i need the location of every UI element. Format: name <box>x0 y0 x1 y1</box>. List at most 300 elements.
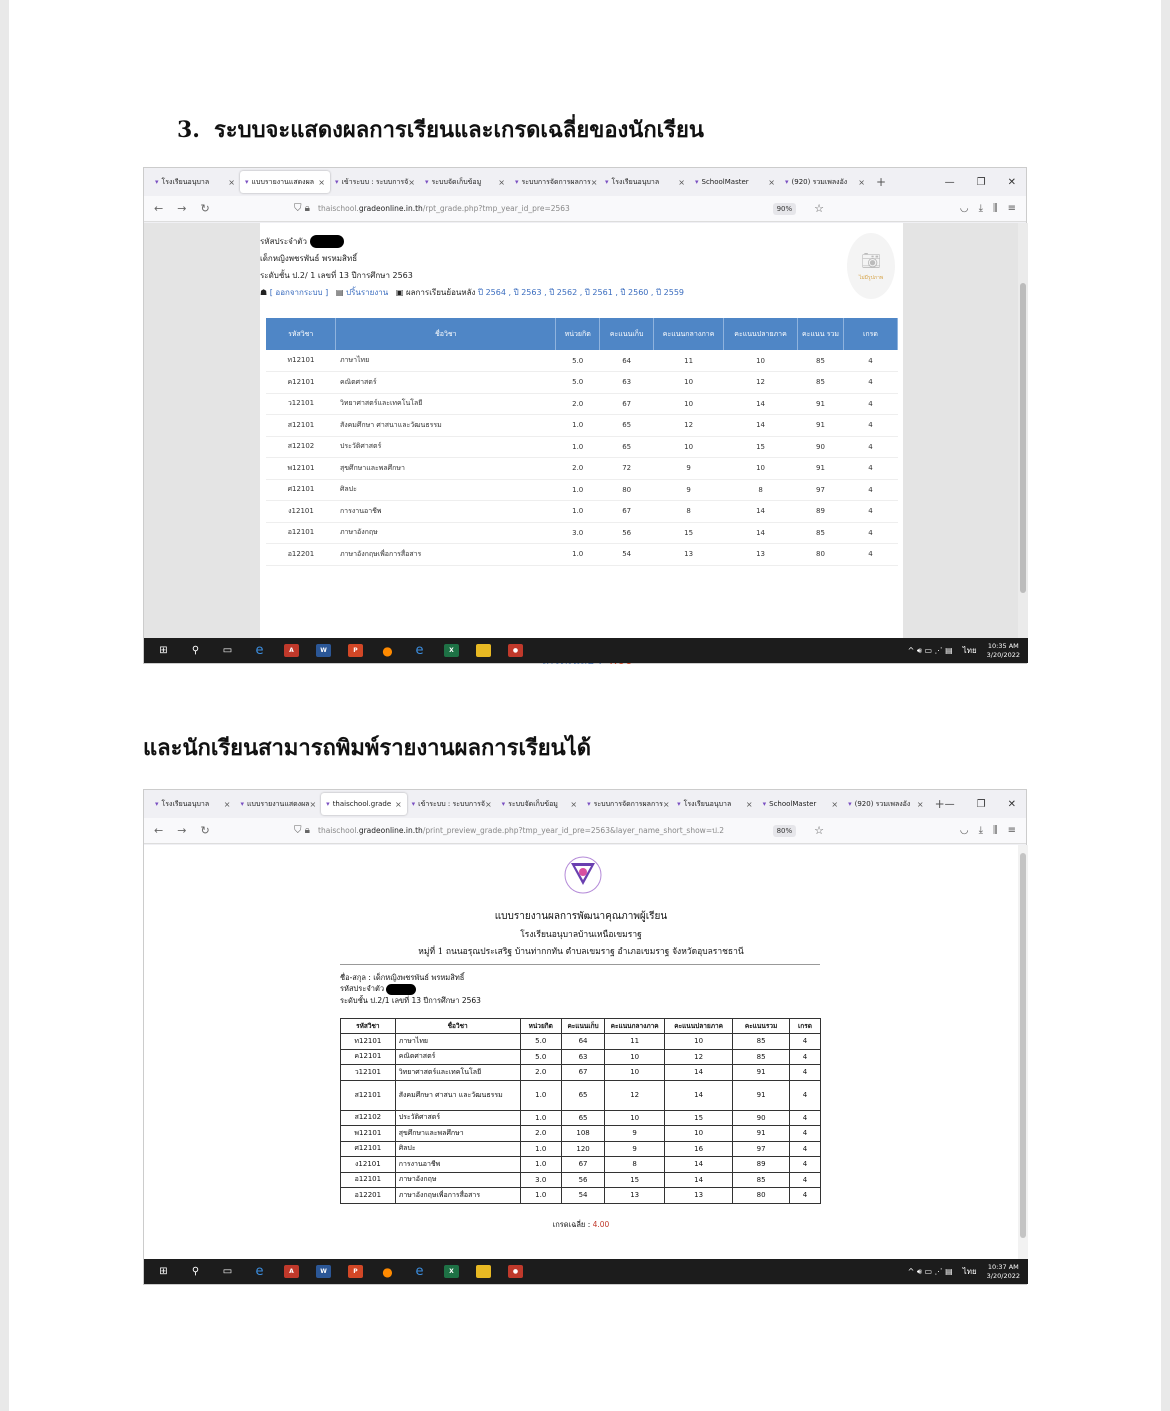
browser-tab-bar <box>144 790 1026 818</box>
redaction <box>386 984 416 995</box>
word-icon[interactable]: W <box>316 1265 331 1278</box>
table-cell: 67 <box>561 1065 604 1081</box>
language-indicator[interactable]: ไทย <box>962 1267 977 1276</box>
restore-icon[interactable]: ❐ <box>976 176 986 188</box>
print-heading: และนักเรียนสามารถพิมพ์รายงานผลการเรียนได้ <box>143 735 592 761</box>
file-explorer-icon[interactable] <box>476 1265 491 1278</box>
tab-favicon-icon: ▾ <box>411 800 416 808</box>
table-cell: 63 <box>600 372 654 394</box>
table-cell: 4 <box>789 1126 820 1142</box>
close-tab-icon[interactable]: × <box>916 799 924 809</box>
tab-favicon-icon: ▾ <box>677 800 681 808</box>
table-cell: 10 <box>605 1049 665 1065</box>
school-name: โรงเรียนอนุบาลบ้านเหนือเขมราฐ <box>520 930 642 940</box>
back-icon[interactable]: ← <box>154 202 164 215</box>
student-info <box>340 972 481 1006</box>
edge-icon[interactable]: e <box>255 643 264 658</box>
close-tab-icon[interactable]: × <box>768 177 775 187</box>
tab-label: โรงเรียนอนุบาล <box>683 799 732 808</box>
table-cell: ภาษาอังกฤษเพื่อการสื่อสาร <box>395 1188 520 1204</box>
restore-icon[interactable]: ❐ <box>976 798 986 810</box>
table-row <box>266 436 898 458</box>
student-name: ชื่อ-สกุล : เด็กหญิงพชรพันธ์ พรหมสิทธิ์ <box>340 973 465 982</box>
camera-icon: 📷︎ <box>860 250 882 270</box>
tab-label: ระบบจัดเก็บข้อมู <box>508 799 558 808</box>
table-cell: 5.0 <box>556 372 600 394</box>
tab-label: แบบรายงานแสดงผล <box>247 799 310 808</box>
close-tab-icon[interactable]: × <box>394 799 402 809</box>
browser-tab[interactable] <box>150 793 235 815</box>
bookmark-star-icon[interactable]: ☆ <box>814 824 824 837</box>
table-cell: สุขศึกษาและพลศึกษา <box>336 458 556 480</box>
table-cell: 80 <box>600 479 654 501</box>
reload-icon[interactable]: ↻ <box>200 824 210 837</box>
new-tab-icon[interactable]: + <box>934 797 945 811</box>
browser-tab-bar <box>144 168 1026 196</box>
column-header: คะแนนรวม <box>733 1019 790 1034</box>
history-years-links[interactable]: ปี 2564 , ปี 2563 , ปี 2562 , ปี 2561 , ปี 2560 , ปี 2559 <box>477 288 684 297</box>
close-tab-icon[interactable]: × <box>678 177 685 187</box>
url-domain: gradeonline.in.th <box>358 826 423 835</box>
table-cell: 3.0 <box>556 522 600 544</box>
column-header: รหัสวิชา <box>341 1019 396 1034</box>
table-cell: 4 <box>843 415 897 437</box>
minimize-icon[interactable]: — <box>944 176 955 188</box>
tab-label: ระบบจัดเก็บข้อมู <box>431 177 482 186</box>
table-cell: 16 <box>665 1141 733 1157</box>
close-tab-icon[interactable]: × <box>309 799 317 809</box>
table-cell: 4 <box>843 479 897 501</box>
table-cell: 90 <box>733 1110 790 1126</box>
new-tab-icon[interactable]: + <box>876 175 887 189</box>
table-cell: ศิลปะ <box>336 479 556 501</box>
close-tab-icon[interactable]: × <box>223 799 231 809</box>
menu-icon[interactable]: ≡ <box>1007 825 1016 836</box>
school-address: หมู่ที่ 1 ถนนอรุณประเสริฐ บ้านท่ากกทัน ตำบลเขมราฐ อำเภอเขมราฐ จังหวัดอุบลราชธานี <box>418 947 744 957</box>
tab-favicon-icon: ▾ <box>501 800 506 808</box>
url-path: /print_preview_grade.php?tmp_year_id_pre=2563&layer_name_short_show=ป.2 <box>422 825 725 835</box>
download-icon[interactable]: ⤓ <box>978 825 983 836</box>
tab-favicon-icon: ▾ <box>605 178 609 186</box>
table-cell: 14 <box>665 1157 733 1173</box>
table-cell: ท12101 <box>266 350 336 372</box>
table-row <box>341 1065 821 1081</box>
windows-start-icon[interactable]: ⊞ <box>159 1266 168 1277</box>
table-cell: พ12101 <box>341 1126 396 1142</box>
scrollbar[interactable] <box>1018 845 1028 1261</box>
table-cell: 97 <box>798 479 844 501</box>
table-cell: 65 <box>600 415 654 437</box>
browser-tab[interactable] <box>497 793 582 815</box>
tab-label: โรงเรียนอนุบาล <box>161 177 210 186</box>
windows-taskbar <box>144 1259 1028 1284</box>
tab-label: thaischool.grade <box>332 800 392 808</box>
library-icon[interactable]: ⫼ <box>993 203 998 214</box>
table-cell: 67 <box>600 501 654 523</box>
table-cell: 4 <box>789 1157 820 1173</box>
table-row <box>341 1188 821 1204</box>
section-title: ระบบจะแสดงผลการเรียนและเกรดเฉลี่ยของนักเรียน <box>213 117 704 143</box>
ie-icon[interactable]: e <box>415 1264 424 1279</box>
access-icon[interactable]: A <box>284 644 299 657</box>
student-photo-placeholder <box>847 233 895 299</box>
firefox-icon[interactable]: ● <box>382 643 393 658</box>
logout-icon: ☗ <box>260 288 268 297</box>
excel-icon[interactable]: X <box>444 1265 459 1278</box>
browser-tab[interactable] <box>240 171 330 193</box>
back-icon[interactable]: ← <box>154 824 164 837</box>
shield-lock-icon: ⛉ 🔒︎ <box>294 825 310 836</box>
table-cell: 80 <box>733 1188 790 1204</box>
close-tab-icon[interactable]: × <box>570 799 578 809</box>
section-number: 3. <box>177 117 200 143</box>
browser-tab[interactable] <box>600 171 690 193</box>
section-heading-3 <box>177 112 704 147</box>
table-cell: ส12102 <box>341 1110 396 1126</box>
powerpoint-icon[interactable]: P <box>348 1265 363 1278</box>
tab-favicon-icon: ▾ <box>587 800 591 808</box>
table-cell: 15 <box>605 1172 665 1188</box>
column-header: คะแนนกลางภาค <box>605 1019 665 1034</box>
tab-label: เข้าระบบ : ระบบการจั <box>341 177 409 186</box>
table-cell: 67 <box>600 393 654 415</box>
tab-favicon-icon: ▾ <box>155 178 159 186</box>
column-header: หน่วยกิต <box>556 318 600 350</box>
column-header: ชื่อวิชา <box>395 1019 520 1034</box>
table-cell: 91 <box>733 1080 790 1110</box>
word-icon[interactable]: W <box>316 644 331 657</box>
table-cell: ประวัติศาสตร์ <box>336 436 556 458</box>
table-row <box>341 1034 821 1050</box>
avg-label: เกรดเฉลี่ย : <box>552 1220 593 1229</box>
table-cell: ภาษาไทย <box>336 350 556 372</box>
table-cell: 4 <box>843 522 897 544</box>
table-cell: 67 <box>561 1157 604 1173</box>
page-content <box>144 223 1028 640</box>
search-icon[interactable]: ⚲ <box>191 1266 200 1277</box>
table-cell: ท12101 <box>341 1034 396 1050</box>
library-icon[interactable]: ⫼ <box>993 825 998 836</box>
table-row <box>341 1049 821 1065</box>
table-row <box>341 1157 821 1173</box>
table-cell: 10 <box>605 1110 665 1126</box>
table-cell: 4 <box>843 393 897 415</box>
table-cell: คณิตศาสตร์ <box>395 1049 520 1065</box>
close-tab-icon[interactable]: × <box>745 799 753 809</box>
logout-link[interactable]: [ ออกจากระบบ ] <box>269 288 329 297</box>
table-cell: สังคมศึกษา ศาสนา และวัฒนธรรม <box>395 1080 520 1110</box>
table-row <box>266 479 898 501</box>
window-controls <box>945 799 1026 810</box>
student-name: เด็กหญิงพชรพันธ์ พรหมสิทธิ์ <box>260 254 358 263</box>
reload-icon[interactable]: ↻ <box>200 202 210 215</box>
tab-label: ระบบการจัดการผลการ <box>521 177 591 186</box>
table-cell: ศิลปะ <box>395 1141 520 1157</box>
table-cell: 11 <box>654 350 724 372</box>
table-cell: 108 <box>561 1126 604 1142</box>
print-grade-table <box>340 1018 821 1204</box>
table-cell: 5.0 <box>520 1049 561 1065</box>
tab-label: แบบรายงานแสดงผล <box>251 177 314 186</box>
table-cell: 56 <box>600 522 654 544</box>
table-cell: 65 <box>600 436 654 458</box>
table-cell: 89 <box>733 1157 790 1173</box>
browser-tab[interactable] <box>420 171 510 193</box>
url-bar[interactable] <box>294 202 824 215</box>
table-cell: 4 <box>789 1049 820 1065</box>
browser-tab[interactable] <box>690 171 780 193</box>
table-cell: อ12201 <box>266 544 336 566</box>
table-row <box>266 372 898 394</box>
history-label: ผลการเรียนย้อนหลัง <box>405 288 476 297</box>
browser-tab[interactable] <box>843 793 928 815</box>
grade-table <box>266 318 898 566</box>
table-cell: 85 <box>733 1049 790 1065</box>
recorder-icon[interactable]: ● <box>508 1265 523 1278</box>
table-cell: ว12101 <box>341 1065 396 1081</box>
table-cell: 85 <box>733 1172 790 1188</box>
table-cell: ส12102 <box>266 436 336 458</box>
firefox-icon[interactable]: ● <box>382 1264 393 1279</box>
column-header: คะแนนกลางภาค <box>654 318 724 350</box>
url-prefix: thaischool. <box>318 204 359 213</box>
close-tab-icon[interactable]: × <box>408 177 415 187</box>
table-cell: 72 <box>600 458 654 480</box>
powerpoint-icon[interactable]: P <box>348 644 363 657</box>
table-cell: 15 <box>654 522 724 544</box>
table-cell: 10 <box>665 1126 733 1142</box>
divider <box>340 964 820 965</box>
table-cell: 4 <box>843 372 897 394</box>
close-tab-icon[interactable]: × <box>831 799 839 809</box>
school-logo-icon <box>563 855 603 895</box>
table-cell: 10 <box>724 350 798 372</box>
forward-icon[interactable]: → <box>177 202 187 215</box>
table-cell: ง12101 <box>266 501 336 523</box>
table-cell: 15 <box>665 1110 733 1126</box>
browser-tab[interactable] <box>330 171 420 193</box>
edge-icon[interactable]: e <box>255 1264 264 1279</box>
menu-icon[interactable]: ≡ <box>1007 203 1016 214</box>
close-window-icon[interactable]: ✕ <box>1007 798 1016 810</box>
table-cell: ส12101 <box>266 415 336 437</box>
table-cell: 13 <box>605 1188 665 1204</box>
ie-icon[interactable]: e <box>415 643 424 658</box>
table-cell: ค12101 <box>266 372 336 394</box>
table-cell: 14 <box>665 1065 733 1081</box>
table-cell: 10 <box>605 1065 665 1081</box>
table-cell: 10 <box>654 372 724 394</box>
student-level: ระดับชั้น ป.2/ 1 เลขที่ 13 ปีการศึกษา 2563 <box>260 271 413 280</box>
table-cell: 97 <box>733 1141 790 1157</box>
table-cell: 4 <box>843 436 897 458</box>
table-cell: 8 <box>724 479 798 501</box>
table-cell: 1.0 <box>520 1110 561 1126</box>
table-cell: 14 <box>665 1080 733 1110</box>
browser-tab[interactable] <box>235 793 321 815</box>
table-cell: 12 <box>665 1049 733 1065</box>
tab-label: (920) รวมเพลงอัง <box>854 799 911 808</box>
table-cell: 64 <box>561 1034 604 1050</box>
close-tab-icon[interactable]: × <box>662 799 670 809</box>
windows-start-icon[interactable]: ⊞ <box>159 645 168 656</box>
table-cell: 8 <box>654 501 724 523</box>
table-cell: 14 <box>665 1172 733 1188</box>
table-cell: ประวัติศาสตร์ <box>395 1110 520 1126</box>
close-tab-icon[interactable]: × <box>498 177 505 187</box>
table-cell: 85 <box>798 522 844 544</box>
table-cell: 1.0 <box>520 1080 561 1110</box>
tray-icons[interactable]: ^ 🔊︎ ▭ ⋰ ▤ <box>907 1266 953 1276</box>
zoom-badge[interactable]: 80% <box>773 825 797 837</box>
table-cell: 89 <box>798 501 844 523</box>
table-row <box>341 1110 821 1126</box>
close-tab-icon[interactable]: × <box>228 177 235 187</box>
table-cell: 1.0 <box>556 501 600 523</box>
recorder-icon[interactable]: ● <box>508 644 523 657</box>
tab-label: SchoolMaster <box>769 800 817 808</box>
browser-tab[interactable] <box>672 793 757 815</box>
table-cell: 54 <box>561 1188 604 1204</box>
student-id-label: รหัสประจำตัว <box>340 984 385 993</box>
language-indicator[interactable]: ไทย <box>962 646 977 655</box>
table-cell: 12 <box>654 415 724 437</box>
table-cell: 14 <box>724 393 798 415</box>
tab-favicon-icon: ▾ <box>762 800 767 808</box>
document-page <box>9 0 1161 1411</box>
search-icon[interactable]: ⚲ <box>191 645 200 656</box>
clock[interactable]: 10:37 AM 3/20/2022 <box>986 1262 1020 1280</box>
table-cell: 4 <box>843 501 897 523</box>
tab-favicon-icon: ▾ <box>785 178 789 186</box>
table-row <box>266 501 898 523</box>
table-cell: อ12201 <box>341 1188 396 1204</box>
screenshot-grade-report <box>143 167 1027 664</box>
window-controls <box>945 177 1026 188</box>
table-cell: สุขศึกษาและพลศึกษา <box>395 1126 520 1142</box>
table-cell: 1.0 <box>520 1141 561 1157</box>
table-cell: 4 <box>789 1110 820 1126</box>
table-cell: วิทยาศาสตร์และเทคโนโลยี <box>395 1065 520 1081</box>
table-cell: 54 <box>600 544 654 566</box>
table-cell: ภาษาอังกฤษ <box>336 522 556 544</box>
table-cell: 13 <box>665 1188 733 1204</box>
url-path: /rpt_grade.php?tmp_year_id_pre=2563 <box>422 204 570 213</box>
table-cell: 2.0 <box>520 1065 561 1081</box>
browser-tab[interactable] <box>510 171 600 193</box>
download-icon[interactable]: ⤓ <box>978 203 983 214</box>
zoom-badge[interactable]: 90% <box>773 203 797 215</box>
close-tab-icon[interactable]: × <box>858 177 865 187</box>
url-prefix: thaischool. <box>318 826 359 835</box>
table-cell: พ12101 <box>266 458 336 480</box>
task-view-icon[interactable]: ▭ <box>222 1266 233 1277</box>
table-cell: 80 <box>798 544 844 566</box>
bookmark-star-icon[interactable]: ☆ <box>814 202 824 215</box>
table-row <box>266 458 898 480</box>
browser-tab[interactable] <box>407 793 497 815</box>
table-cell: ส12101 <box>341 1080 396 1110</box>
excel-icon[interactable]: X <box>444 644 459 657</box>
table-cell: 4 <box>789 1172 820 1188</box>
task-view-icon[interactable]: ▭ <box>222 645 233 656</box>
table-cell: ง12101 <box>341 1157 396 1173</box>
table-cell: 1.0 <box>556 544 600 566</box>
screenshot-print-preview <box>143 789 1027 1285</box>
table-cell: 65 <box>561 1110 604 1126</box>
table-cell: ภาษาอังกฤษ <box>395 1172 520 1188</box>
table-cell: 4 <box>843 544 897 566</box>
column-header: คะแนนเก็บ <box>600 318 654 350</box>
table-cell: 9 <box>654 479 724 501</box>
close-window-icon[interactable]: ✕ <box>1007 176 1016 188</box>
table-cell: ค12101 <box>341 1049 396 1065</box>
close-tab-icon[interactable]: × <box>318 177 325 187</box>
tray-icons[interactable]: ^ 🔊︎ ▭ ⋰ ▤ <box>907 645 953 655</box>
student-level: ระดับชั้น ป.2/1 เลขที่ 13 ปีการศึกษา 2563 <box>340 995 481 1005</box>
tab-favicon-icon: ▾ <box>326 800 330 808</box>
browser-tab[interactable] <box>758 793 843 815</box>
table-cell: 11 <box>605 1034 665 1050</box>
table-cell: 2.0 <box>556 458 600 480</box>
browser-tab[interactable] <box>321 793 406 815</box>
table-row <box>266 544 898 566</box>
access-icon[interactable]: A <box>284 1265 299 1278</box>
column-header: คะแนนปลายภาค <box>724 318 798 350</box>
forward-icon[interactable]: → <box>177 824 187 837</box>
column-header: หน่วยกิต <box>520 1019 561 1034</box>
table-cell: 4 <box>789 1080 820 1110</box>
avg-value: 4.00 <box>592 1220 610 1229</box>
history-icon: ▣ <box>395 288 404 297</box>
tab-favicon-icon: ▾ <box>515 178 519 186</box>
url-bar[interactable] <box>294 824 824 837</box>
tab-favicon-icon: ▾ <box>245 178 249 186</box>
browser-nav-bar <box>144 196 1026 222</box>
table-cell: 10 <box>654 436 724 458</box>
scrollbar[interactable] <box>1018 223 1028 640</box>
table-cell: 1.0 <box>556 436 600 458</box>
print-link[interactable]: ปริ้นรายงาน <box>346 288 389 297</box>
browser-tab[interactable] <box>582 793 672 815</box>
browser-tab[interactable] <box>150 171 240 193</box>
clock[interactable]: 10:35 AM 3/20/2022 <box>986 641 1020 659</box>
table-row <box>266 350 898 372</box>
file-explorer-icon[interactable] <box>476 644 491 657</box>
url-domain: gradeonline.in.th <box>358 204 423 213</box>
table-cell: 85 <box>798 372 844 394</box>
pocket-icon[interactable]: ◡ <box>959 825 969 836</box>
table-cell: 91 <box>733 1065 790 1081</box>
tab-label: ระบบการจัดการผลการ <box>593 799 663 808</box>
minimize-icon[interactable]: — <box>944 798 955 810</box>
browser-nav-bar <box>144 818 1026 844</box>
tab-label: โรงเรียนอนุบาล <box>611 177 660 186</box>
table-cell: 15 <box>724 436 798 458</box>
table-cell: 4 <box>789 1065 820 1081</box>
close-tab-icon[interactable]: × <box>590 177 598 187</box>
tab-favicon-icon: ▾ <box>425 178 429 186</box>
table-cell: 56 <box>561 1172 604 1188</box>
table-cell: 14 <box>724 522 798 544</box>
table-cell: 2.0 <box>520 1126 561 1142</box>
table-cell: 12 <box>724 372 798 394</box>
table-cell: 9 <box>654 458 724 480</box>
browser-tab[interactable] <box>780 171 870 193</box>
close-tab-icon[interactable]: × <box>484 799 492 809</box>
pocket-icon[interactable]: ◡ <box>959 203 969 214</box>
table-cell: คณิตศาสตร์ <box>336 372 556 394</box>
